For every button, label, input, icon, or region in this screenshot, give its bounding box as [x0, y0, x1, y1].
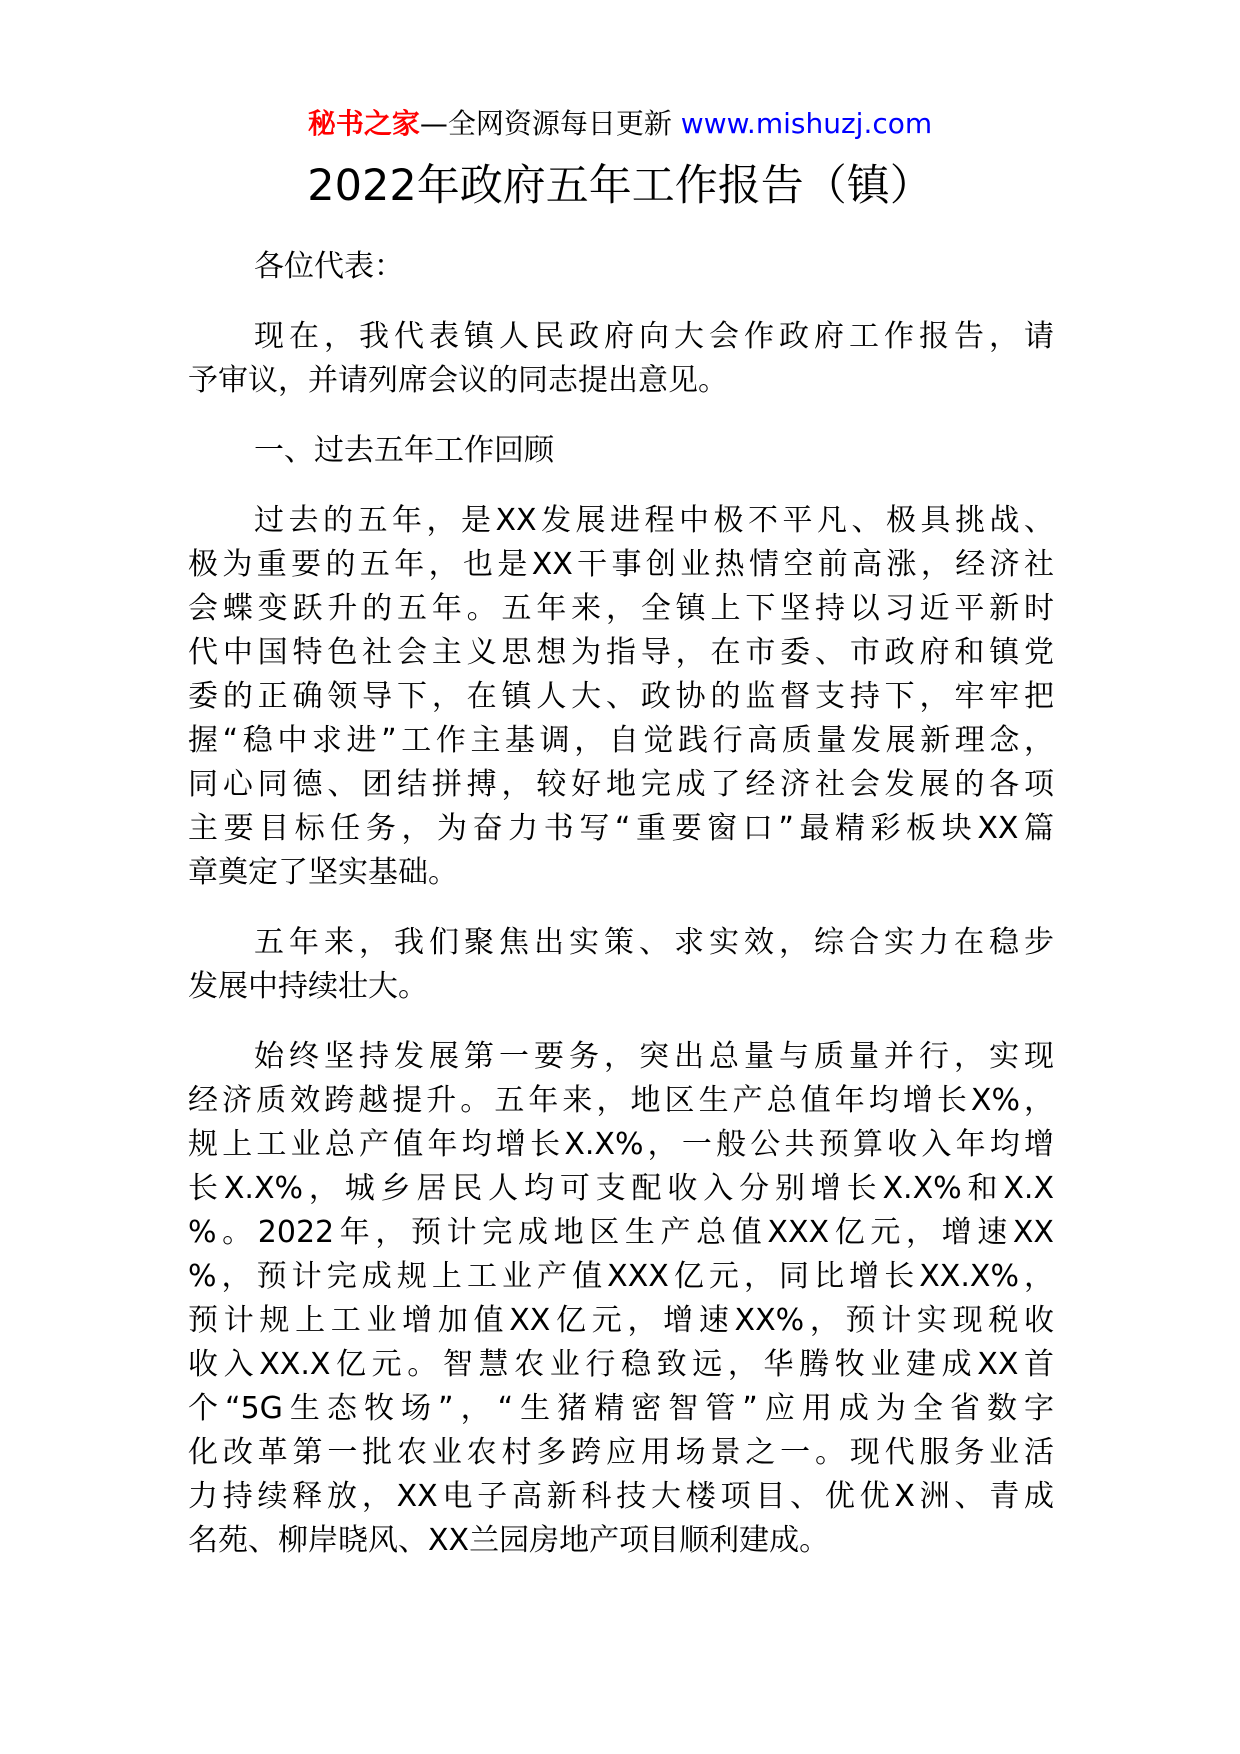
paragraph-line: 会蝶变跃升的五年。五年来，全镇上下坚持以习近平新时	[188, 591, 1054, 626]
paragraph-strength	[188, 921, 1054, 1009]
paragraph-line: 五年来，我们聚焦出实策、求实效，综合实力在稳步	[254, 925, 1054, 960]
site-tagline: —全网资源每日更新	[419, 107, 672, 140]
paragraph-line: %，预计完成规上工业产值XXX亿元，同比增长XX.X%，	[188, 1259, 1054, 1294]
paragraph-line: 予审议，并请列席会议的同志提出意见。	[188, 363, 728, 398]
paragraph-salutation	[188, 245, 1054, 289]
paragraph-line: 极为重要的五年，也是XX干事创业热情空前高涨，经济社	[188, 547, 1054, 582]
document-title: 2022年政府五年工作报告（镇）	[307, 161, 933, 211]
site-url-link[interactable]: www.mishuzj.com	[680, 107, 933, 140]
paragraph-line: 代中国特色社会主义思想为指导，在市委、市政府和镇党	[188, 635, 1054, 670]
paragraph-line: 握“稳中求进”工作主基调，自觉践行高质量发展新理念，	[188, 723, 1054, 758]
paragraph-line: 过去的五年，是XX发展进程中极不平凡、极具挑战、	[254, 503, 1054, 538]
paragraph-line: 名苑、柳岸晓风、XX兰园房地产项目顺利建成。	[188, 1523, 830, 1558]
paragraph-line: 预计规上工业增加值XX亿元，增速XX%，预计实现税收	[188, 1303, 1054, 1338]
paragraph-line: %。2022年，预计完成地区生产总值XXX亿元，增速XX	[188, 1215, 1054, 1250]
paragraph-line: 个“5G生态牧场”，“生猪精密智管”应用成为全省数字	[188, 1391, 1054, 1426]
paragraph-review	[188, 499, 1054, 895]
paragraph-line: 长X.X%，城乡居民人均可支配收入分别增长X.X%和X.X	[188, 1171, 1054, 1206]
paragraph-line: 委的正确领导下，在镇人大、政协的监督支持下，牢牢把	[188, 679, 1054, 714]
document-body	[188, 245, 1054, 1589]
section-heading	[188, 429, 1054, 473]
paragraph-line: 一、过去五年工作回顾	[254, 433, 554, 468]
paragraph-line: 同心同德、团结拼搏，较好地完成了经济社会发展的各项	[188, 767, 1054, 802]
paragraph-opening	[188, 315, 1054, 403]
paragraph-line: 收入XX.X亿元。智慧农业行稳致远，华腾牧业建成XX首	[188, 1347, 1054, 1382]
paragraph-line: 经济质效跨越提升。五年来，地区生产总值年均增长X%，	[188, 1083, 1054, 1118]
paragraph-line: 主要目标任务，为奋力书写“重要窗口”最精彩板块XX篇	[188, 811, 1054, 846]
paragraph-line: 化改革第一批农业农村多跨应用场景之一。现代服务业活	[188, 1435, 1054, 1470]
paragraph-line: 现在，我代表镇人民政府向大会作政府工作报告，请	[254, 319, 1054, 354]
paragraph-line: 章奠定了坚实基础。	[188, 855, 458, 890]
paragraph-line: 始终坚持发展第一要务，突出总量与质量并行，实现	[254, 1039, 1054, 1074]
paragraph-economy	[188, 1035, 1054, 1563]
paragraph-line: 力持续释放，XX电子高新科技大楼项目、优优X洲、青成	[188, 1479, 1054, 1514]
paragraph-line: 发展中持续壮大。	[188, 969, 428, 1004]
site-header	[0, 106, 1240, 142]
site-brand: 秘书之家	[307, 107, 420, 140]
paragraph-line: 规上工业总产值年均增长X.X%，一般公共预算收入年均增	[188, 1127, 1054, 1162]
paragraph-line: 各位代表：	[254, 249, 404, 284]
